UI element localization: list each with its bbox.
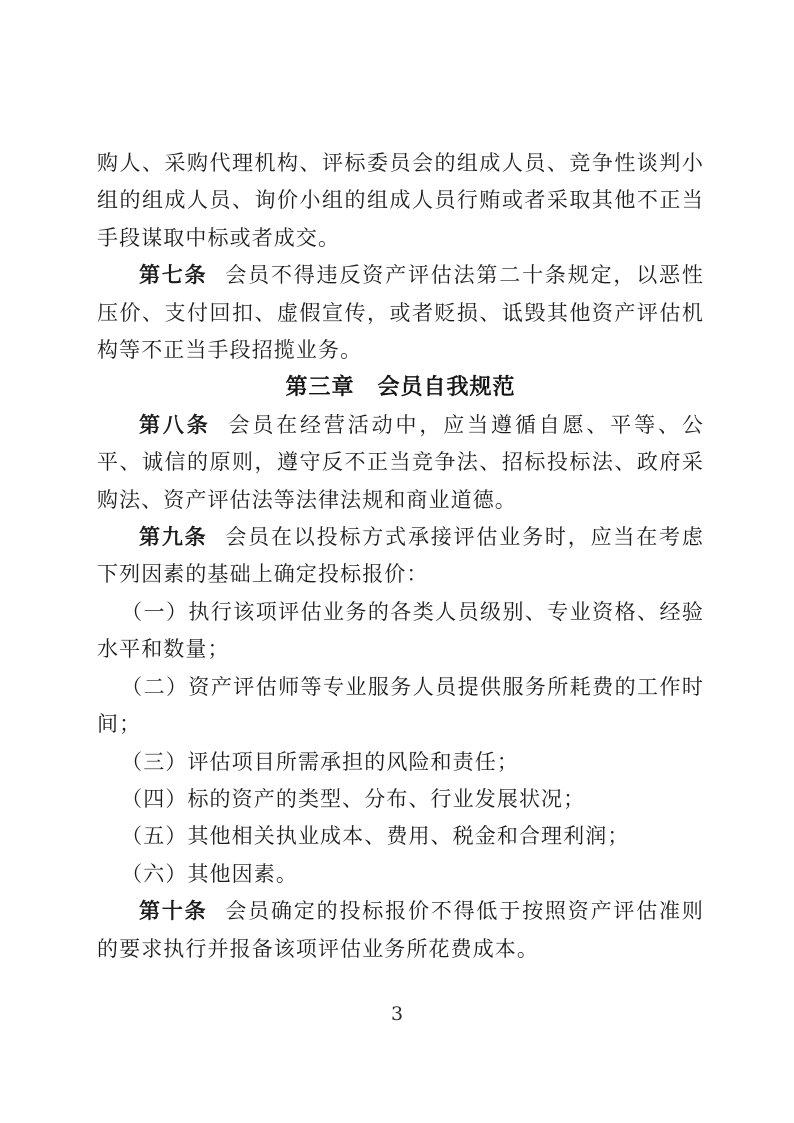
list-item-paragraph: （六）其他因素。 bbox=[121, 861, 298, 886]
page-number: 3 bbox=[390, 1003, 404, 1025]
list-item-paragraph: （三）评估项目所需承担的风险和责任； bbox=[121, 749, 519, 774]
list-item-paragraph: （四）标的资产的类型、分布、行业发展状况； bbox=[121, 786, 586, 811]
article-number: 第七条 bbox=[139, 263, 208, 288]
list-item-paragraph: （五）其他相关执业成本、费用、税金和合理利润； bbox=[121, 824, 630, 849]
article-paragraph: 第八条 会员在经营活动中，应当遵循自愿、平等、公平、诚信的原则，遵守反不正当竞争法、招标投标法、政府采购法、资产评估法等法律法规和商业道德。 bbox=[97, 412, 704, 512]
chapter-heading: 第三章 会员自我规范 bbox=[285, 375, 516, 401]
article-paragraph: 第十条 会员确定的投标报价不得低于按照资产评估准则的要求执行并报备该项评估业务所花费成本。 bbox=[97, 899, 704, 961]
list-item-paragraph: （一）执行该项评估业务的各类人员级别、专业资格、经验水平和数量； bbox=[97, 599, 704, 662]
article-paragraph: 第九条 会员在以投标方式承接评估业务时，应当在考虑下列因素的基础上确定投标报价： bbox=[97, 525, 704, 587]
article-number: 第九条 bbox=[139, 525, 208, 550]
list-item-paragraph: （二）资产评估师等专业服务人员提供服务所耗费的工作时间； bbox=[97, 674, 704, 737]
article-number: 第八条 bbox=[139, 412, 211, 437]
article-number: 第十条 bbox=[139, 899, 208, 924]
document-body bbox=[97, 145, 704, 968]
body-paragraph: 购人、采购代理机构、评标委员会的组成人员、竞争性谈判小组的组成人员、询价小组的组成人员行贿或者采取其他不正当手段谋取中标或者成交。 bbox=[97, 151, 704, 250]
article-paragraph: 第七条 会员不得违反资产评估法第二十条规定，以恶性压价、支付回扣、虚假宣传，或者贬损、诋毁其他资产评估机构等不正当手段招揽业务。 bbox=[97, 263, 704, 363]
